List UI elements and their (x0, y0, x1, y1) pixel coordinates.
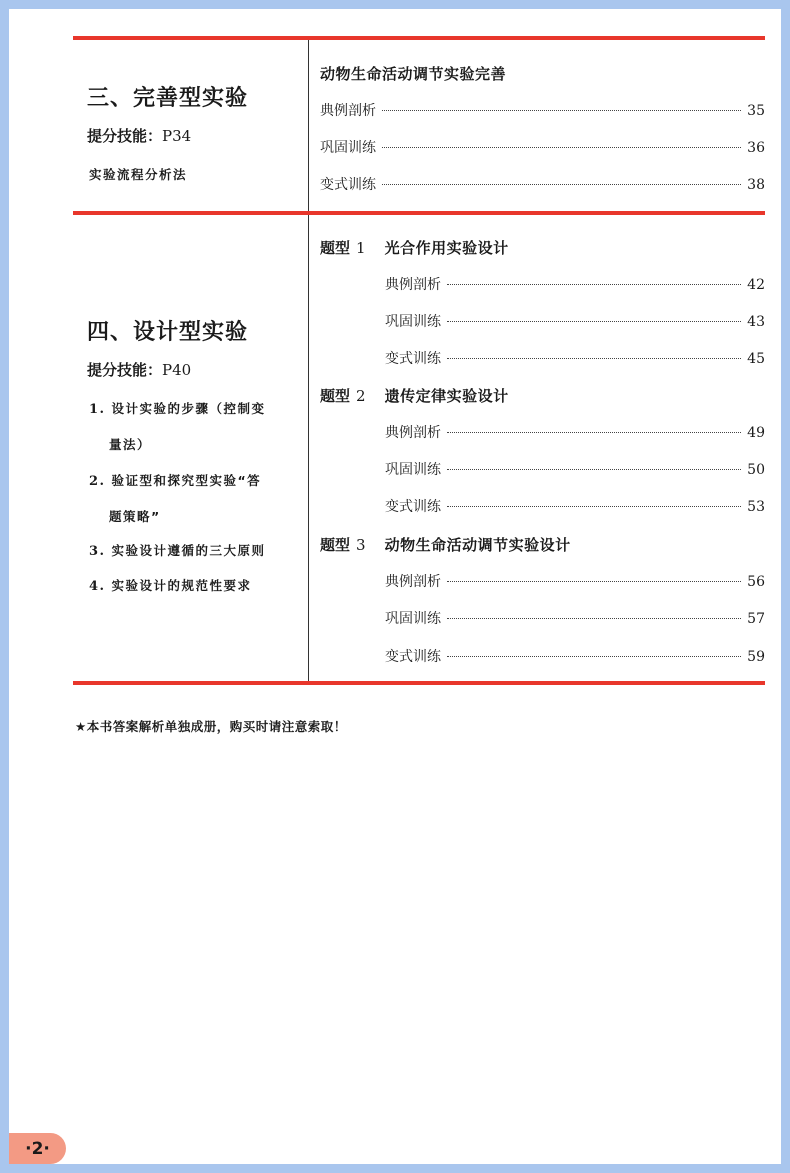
section4-item (89, 541, 265, 559)
toc-entry-page: 49 (747, 425, 765, 441)
toc-entry[interactable] (385, 274, 765, 294)
toc-entry-label: 典例剖析 (385, 277, 441, 293)
leader-dots (447, 506, 741, 507)
toc-entry-page: 45 (747, 351, 765, 367)
column-divider-1 (308, 40, 309, 211)
toc-entry[interactable] (385, 311, 765, 331)
question-type-title: 光合作用实验设计 (384, 239, 509, 257)
toc-entry[interactable] (385, 348, 765, 368)
section3-method: 实验流程分析法 (89, 167, 188, 182)
toc-entry-label: 巩固训练 (385, 462, 441, 478)
toc-entry-label: 典例剖析 (320, 103, 376, 119)
toc-entry[interactable] (385, 422, 765, 442)
question-type-title: 动物生命活动调节实验设计 (384, 536, 571, 554)
middle-rule (73, 211, 765, 215)
item-number: 4. (89, 579, 106, 594)
toc-entry[interactable] (385, 646, 765, 666)
column-divider-2 (308, 215, 309, 681)
section3-right-title: 动物生命活动调节实验完善 (320, 65, 507, 83)
toc-entry-label: 变式训练 (385, 499, 441, 515)
toc-entry-label: 变式训练 (320, 177, 376, 193)
section4-item-cont: 量法） (109, 437, 152, 452)
toc-entry-label: 变式训练 (385, 351, 441, 367)
toc-entry-label: 典例剖析 (385, 425, 441, 441)
toc-entry-page: 43 (747, 314, 765, 330)
toc-entry-page: 36 (747, 140, 765, 156)
toc-entry-page: 38 (747, 177, 765, 193)
section4-title: 四、设计型实验 (87, 320, 249, 345)
section4-item (89, 576, 251, 594)
item-text: 实验设计的规范性要求 (111, 578, 252, 593)
toc-entry-label: 巩固训练 (320, 140, 376, 156)
toc-entry[interactable] (320, 174, 765, 194)
toc-entry[interactable] (385, 608, 765, 628)
bottom-rule (73, 681, 765, 685)
leader-dots (447, 432, 741, 433)
section3-skill (87, 125, 191, 146)
question-type-3 (320, 534, 571, 555)
item-text: 验证型和探究型实验“答 (111, 473, 262, 488)
toc-entry-page: 50 (747, 462, 765, 478)
toc-entry-page: 42 (747, 277, 765, 293)
question-type-2 (320, 385, 509, 406)
item-text: 设计实验的步骤（控制变 (111, 401, 266, 416)
question-type-title: 遗传定律实验设计 (384, 387, 509, 405)
toc-entry-page: 59 (747, 649, 765, 665)
question-type-label: 题型 2 (320, 387, 366, 405)
leader-dots (447, 581, 741, 582)
top-rule (73, 36, 765, 40)
answer-booklet-note: ★本书答案解析单独成册，购买时请注意索取！ (75, 719, 347, 734)
leader-dots (382, 147, 741, 148)
section4-item-cont: 题策略” (109, 509, 161, 524)
toc-entry[interactable] (320, 137, 765, 157)
toc-entry-label: 典例剖析 (385, 574, 441, 590)
toc-entry[interactable] (385, 571, 765, 591)
section4-item (89, 399, 265, 417)
section3-skill-label: 提分技能： (87, 127, 163, 145)
toc-entry-label: 巩固训练 (385, 611, 441, 627)
question-type-label: 题型 1 (320, 239, 366, 257)
toc-entry-page: 53 (747, 499, 765, 515)
section4-skill (87, 359, 191, 380)
toc-entry[interactable] (385, 459, 765, 479)
toc-entry[interactable] (320, 100, 765, 120)
section4-item (89, 471, 261, 489)
leader-dots (382, 110, 741, 111)
toc-entry-label: 巩固训练 (385, 314, 441, 330)
question-type-1 (320, 237, 509, 258)
page (9, 9, 781, 1164)
leader-dots (382, 184, 741, 185)
item-number: 3. (89, 544, 106, 559)
section4-skill-page: P40 (162, 361, 192, 379)
leader-dots (447, 358, 741, 359)
leader-dots (447, 284, 741, 285)
question-type-label: 题型 3 (320, 536, 366, 554)
leader-dots (447, 321, 741, 322)
toc-entry[interactable] (385, 496, 765, 516)
section4-skill-label: 提分技能： (87, 361, 163, 379)
section3-title: 三、完善型实验 (87, 86, 249, 111)
leader-dots (447, 469, 741, 470)
toc-entry-label: 变式训练 (385, 649, 441, 665)
section3-skill-page: P34 (162, 127, 192, 145)
item-number: 1. (89, 402, 106, 417)
item-number: 2. (89, 474, 106, 489)
toc-entry-page: 57 (747, 611, 765, 627)
page-number-badge: ·2· (9, 1133, 66, 1164)
item-text: 实验设计遵循的三大原则 (111, 543, 266, 558)
leader-dots (447, 656, 741, 657)
toc-entry-page: 35 (747, 103, 765, 119)
leader-dots (447, 618, 741, 619)
toc-entry-page: 56 (747, 574, 765, 590)
